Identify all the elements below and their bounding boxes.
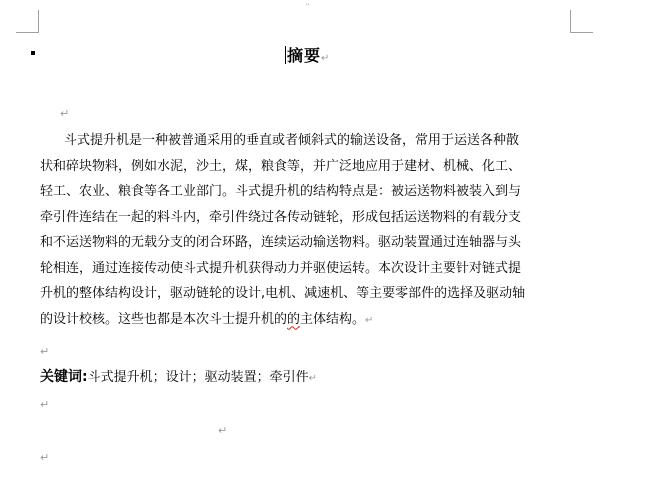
body-line: 轻工、农业、粮食等各工业部门。斗式提升机的结构特点是：被运送物料被装入到与	[40, 184, 522, 199]
body-line: 和不运送物料的无载分支的闭合环路，连续运动输送物料。驱动装置通过连轴器与头	[40, 235, 522, 250]
paragraph-mark: ↵	[308, 373, 318, 384]
abstract-body[interactable]	[40, 128, 580, 332]
keywords-line[interactable]	[40, 366, 317, 390]
keywords-label: 关键词:	[40, 369, 88, 385]
crop-mark-top-left	[16, 10, 39, 33]
body-line: 升机的整体结构设计，驱动链轮的设计,电机、减速机、等主要零部件的选择及驱动轴	[40, 286, 526, 301]
paragraph-mark: ↵	[40, 451, 50, 464]
paragraph-mark: ↵	[40, 398, 50, 411]
body-line-last	[40, 307, 580, 333]
text-cursor	[285, 46, 286, 64]
paragraph-mark: ↵	[365, 314, 374, 326]
body-line: 斗式提升机是一种被普通采用的垂直或者倾斜式的输送设备，常用于运送各种散	[64, 133, 520, 148]
body-line-last-before: 的设计校核。这些也都是本次斗士提升机的	[40, 311, 288, 327]
abstract-title-text: 摘要	[287, 46, 322, 65]
paragraph-mark: ↵	[321, 53, 331, 64]
crop-mark-top-right	[570, 10, 593, 33]
paragraph-bullet-marker	[31, 51, 35, 55]
paragraph-mark: ↵	[218, 424, 228, 437]
header-mark: ''	[306, 3, 310, 10]
body-line-last-after: 主体结构。	[300, 311, 366, 327]
paragraph-mark: ↵	[40, 345, 50, 358]
paragraph-mark: ↵	[60, 107, 70, 120]
keywords-value: 斗式提升机；设计；驱动装置；牵引件	[87, 370, 309, 385]
body-line: 轮相连，通过连接传动使斗式提升机获得动力并驱使运转。本次设计主要针对链式提	[40, 260, 522, 276]
spelling-error-underline: 的	[287, 311, 301, 327]
body-line: 牵引件连结在一起的料斗内，牵引件绕过各传动链轮，形成包括运送物料的有载分支	[40, 209, 522, 225]
body-line: 状和碎块物料，例如水泥，沙土，煤，粮食等，并广泛地应用于建材、机械、化工、	[40, 158, 522, 174]
abstract-title[interactable]	[285, 45, 330, 70]
